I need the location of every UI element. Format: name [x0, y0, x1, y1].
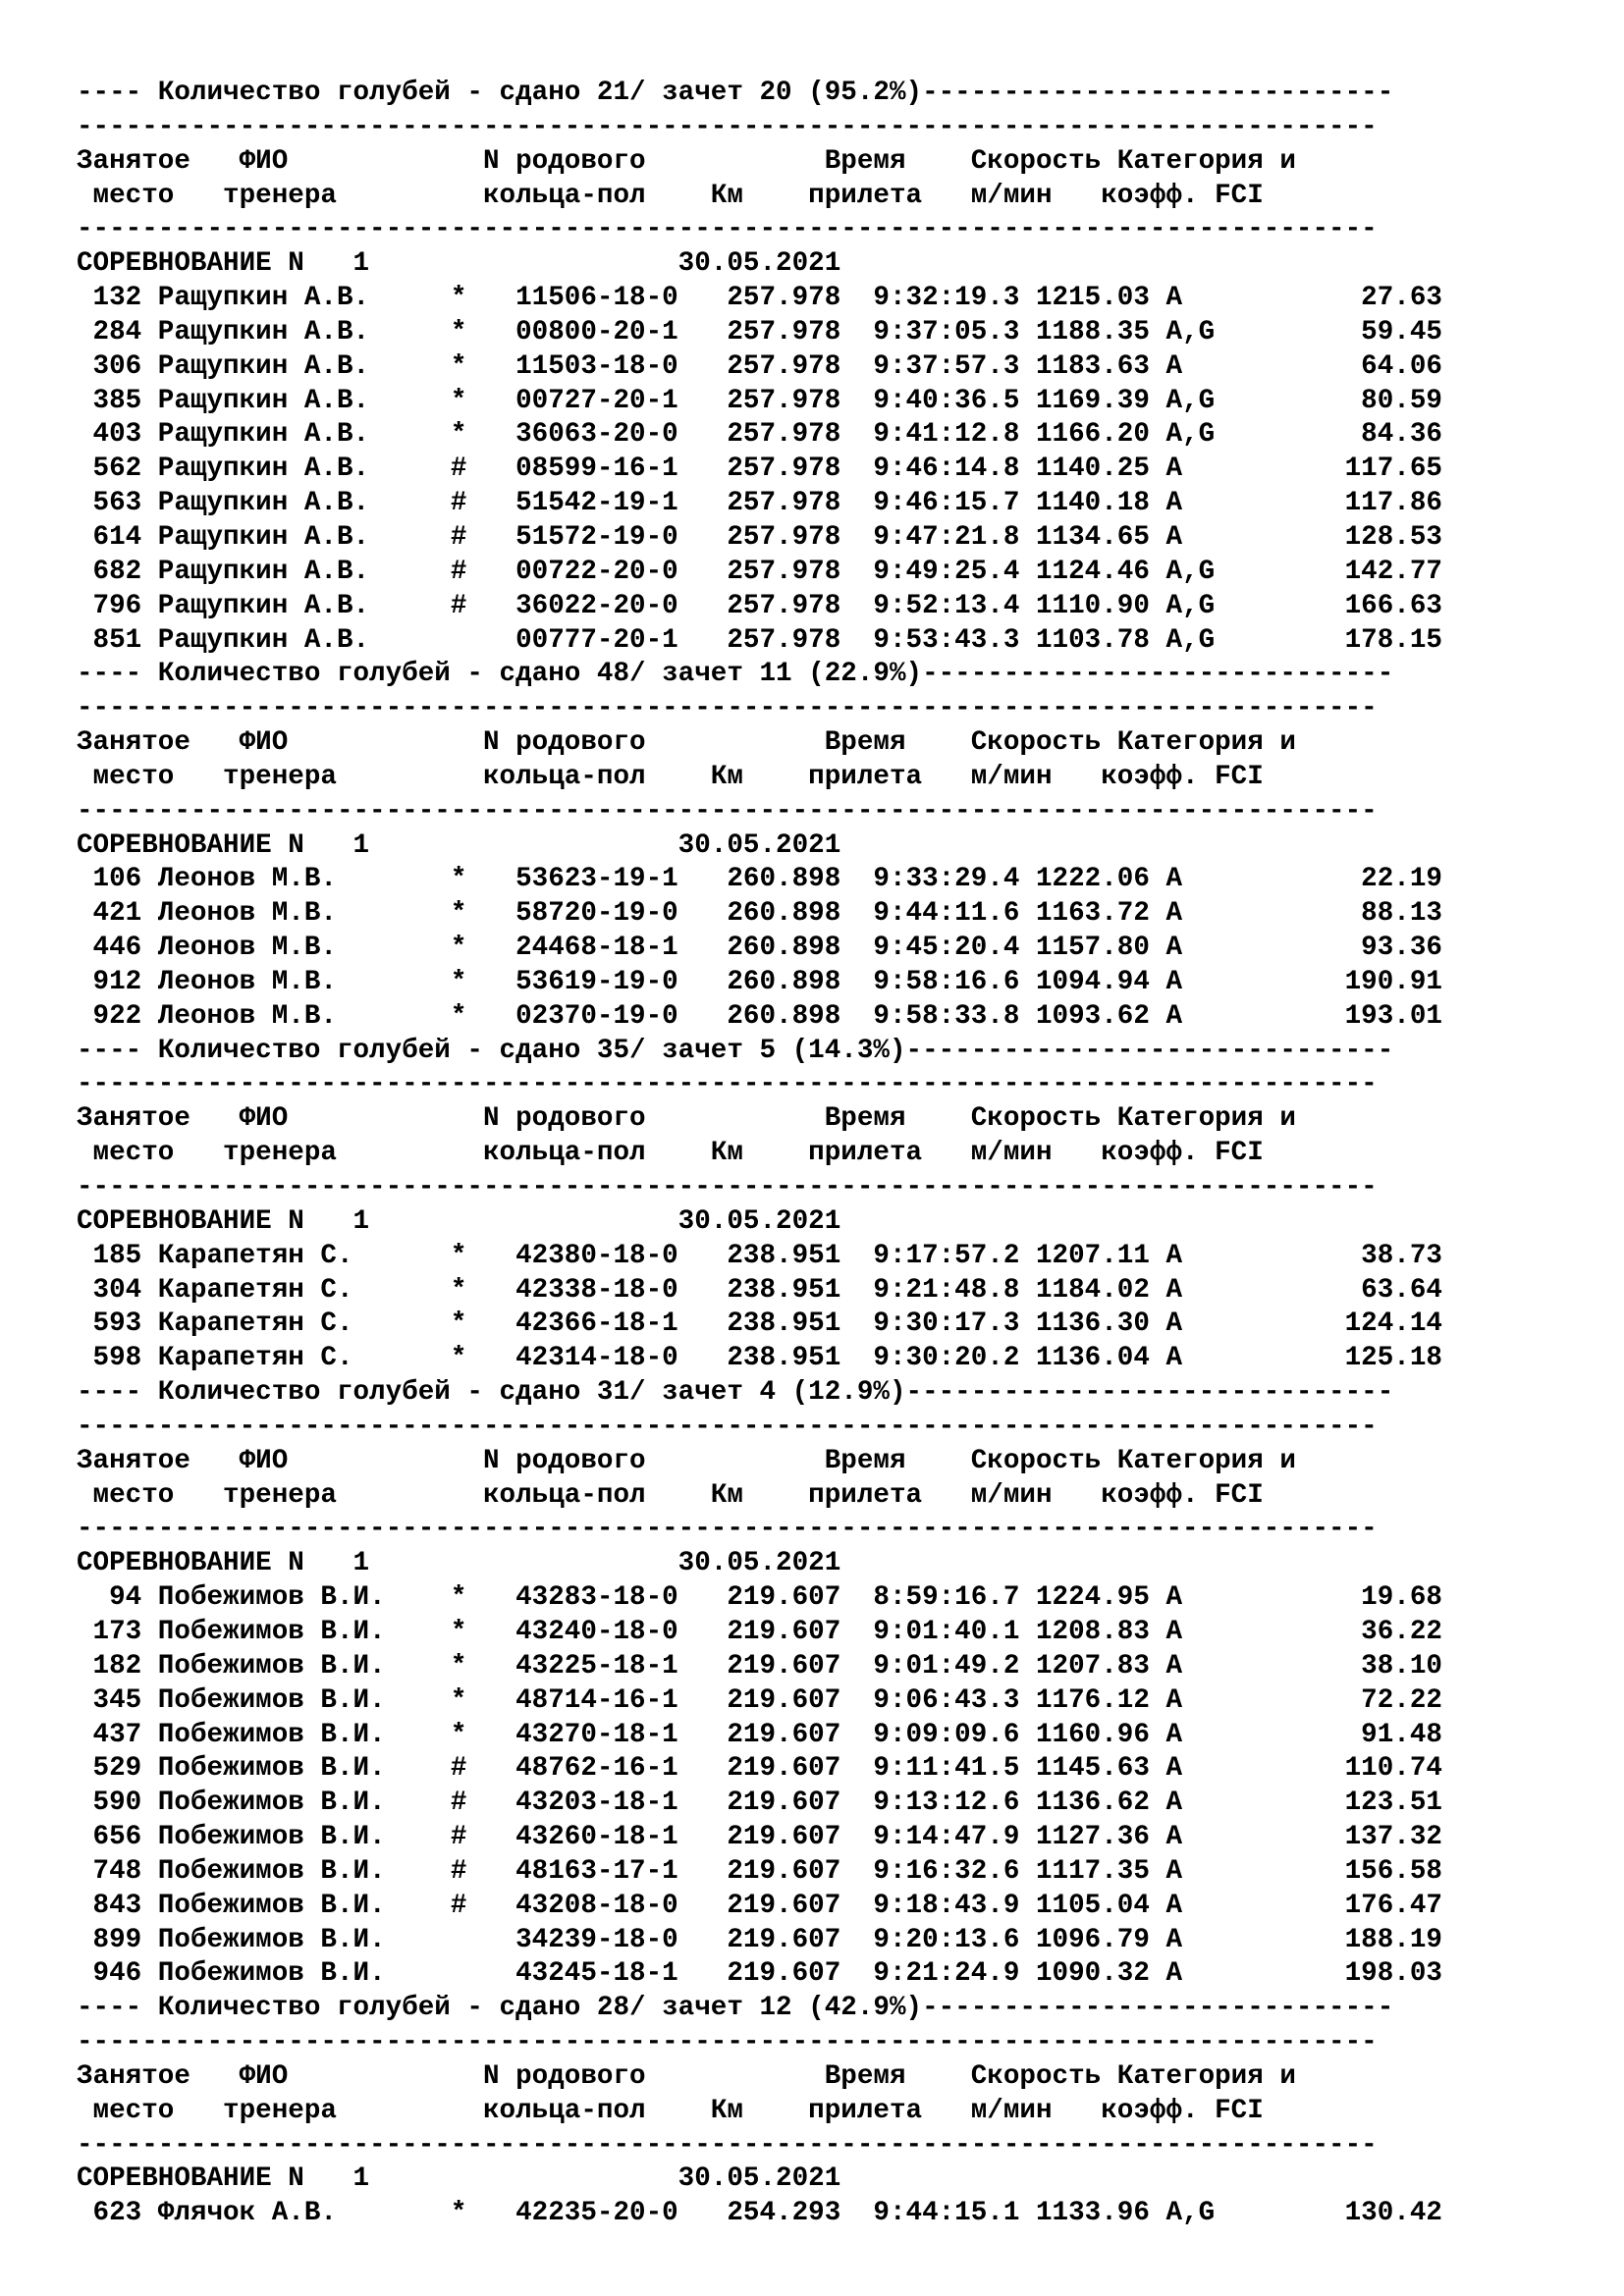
- summary-line: ---- Количество голубей - сдано 31/ зачет 4 (12.9%)------------------------------: [77, 1377, 1394, 1409]
- result-row: 598 Карапетян С. * 42314-18-0 238.951 9:30:20.2 1136.04 A 125.18: [77, 1343, 1442, 1374]
- competition-line: СОРЕВНОВАНИЕ N 1 30.05.2021: [77, 829, 841, 861]
- result-row: 922 Леонов М.В. * 02370-19-0 260.898 9:58:33.8 1093.62 A 193.01: [77, 1000, 1442, 1032]
- rule-line: --------------------------------------------------------------------------------: [77, 1514, 1378, 1545]
- result-row: 437 Побежимов В.И. * 43270-18-1 219.607 9:09:09.6 1160.96 A 91.48: [77, 1719, 1442, 1750]
- result-row: 185 Карапетян С. * 42380-18-0 238.951 9:17:57.2 1207.11 A 38.73: [77, 1240, 1442, 1271]
- result-row: 851 Ращупкин А.В. 00777-20-1 257.978 9:53:43.3 1103.78 A,G 178.15: [77, 624, 1442, 656]
- result-row: 421 Леонов М.В. * 58720-19-0 260.898 9:44:11.6 1163.72 A 88.13: [77, 898, 1442, 930]
- result-row: 843 Побежимов В.И. # 43208-18-0 219.607 9:18:43.9 1105.04 A 176.47: [77, 1890, 1442, 1921]
- result-row: 182 Побежимов В.И. * 43225-18-1 219.607 9:01:49.2 1207.83 A 38.10: [77, 1650, 1442, 1682]
- result-row: 912 Леонов М.В. * 53619-19-0 260.898 9:58:16.6 1094.94 A 190.91: [77, 966, 1442, 997]
- competition-line: СОРЕВНОВАНИЕ N 1 30.05.2021: [77, 248, 841, 280]
- results-document: [77, 77, 1442, 2231]
- column-header-line-2: место тренера кольца-пол Км прилета м/мин коэфф. FCI: [77, 761, 1264, 792]
- column-header-line-2: место тренера кольца-пол Км прилета м/мин коэфф. FCI: [77, 2095, 1264, 2126]
- result-row: 132 Ращупкин А.В. * 11506-18-0 257.978 9:32:19.3 1215.03 A 27.63: [77, 283, 1442, 314]
- result-row: 345 Побежимов В.И. * 48714-16-1 219.607 9:06:43.3 1176.12 A 72.22: [77, 1684, 1442, 1716]
- result-row: 385 Ращупкин А.В. * 00727-20-1 257.978 9:40:36.5 1169.39 A,G 80.59: [77, 385, 1442, 416]
- result-row: 682 Ращупкин А.В. # 00722-20-0 257.978 9:49:25.4 1124.46 A,G 142.77: [77, 556, 1442, 587]
- result-row: 529 Побежимов В.И. # 48762-16-1 219.607 9:11:41.5 1145.63 A 110.74: [77, 1753, 1442, 1785]
- result-row: 946 Побежимов В.И. 43245-18-1 219.607 9:21:24.9 1090.32 A 198.03: [77, 1958, 1442, 1990]
- summary-line: ---- Количество голубей - сдано 35/ зачет 5 (14.3%)------------------------------: [77, 1035, 1394, 1066]
- summary-line: ---- Количество голубей - сдано 21/ зачет 20 (95.2%)-----------------------------: [77, 78, 1394, 108]
- column-header-line-1: Занятое ФИО N родового Время Скорость Категория и: [77, 2060, 1296, 2092]
- result-row: 106 Леонов М.В. * 53623-19-1 260.898 9:33:29.4 1222.06 A 22.19: [77, 864, 1442, 895]
- result-row: 446 Леонов М.В. * 24468-18-1 260.898 9:45:20.4 1157.80 A 93.36: [77, 933, 1442, 964]
- rule-line: --------------------------------------------------------------------------------: [77, 111, 1378, 142]
- result-row: 306 Ращупкин А.В. * 11503-18-0 257.978 9:37:57.3 1183.63 A 64.06: [77, 350, 1442, 382]
- result-row: 590 Побежимов В.И. # 43203-18-1 219.607 9:13:12.6 1136.62 A 123.51: [77, 1788, 1442, 1819]
- result-row: 899 Побежимов В.И. 34239-18-0 219.607 9:20:13.6 1096.79 A 188.19: [77, 1924, 1442, 1955]
- column-header-line-2: место тренера кольца-пол Км прилета м/мин коэфф. FCI: [77, 180, 1264, 211]
- competition-line: СОРЕВНОВАНИЕ N 1 30.05.2021: [77, 1548, 841, 1579]
- rule-line: --------------------------------------------------------------------------------: [77, 2129, 1378, 2161]
- column-header-line-2: место тренера кольца-пол Км прилета м/мин коэфф. FCI: [77, 1479, 1264, 1511]
- result-row: 563 Ращупкин А.В. # 51542-19-1 257.978 9:46:15.7 1140.18 A 117.86: [77, 488, 1442, 519]
- result-row: 623 Флячок А.В. * 42235-20-0 254.293 9:44:15.1 1133.96 A,G 130.42: [77, 2198, 1442, 2229]
- rule-line: --------------------------------------------------------------------------------: [77, 1172, 1378, 1202]
- result-row: 94 Побежимов В.И. * 43283-18-0 219.607 8:59:16.7 1224.95 A 19.68: [77, 1582, 1442, 1614]
- result-row: 656 Побежимов В.И. # 43260-18-1 219.607 9:14:47.9 1127.36 A 137.32: [77, 1822, 1442, 1853]
- rule-line: --------------------------------------------------------------------------------: [77, 214, 1378, 245]
- result-row: 284 Ращупкин А.В. * 00800-20-1 257.978 9:37:05.3 1188.35 A,G 59.45: [77, 316, 1442, 347]
- summary-line: ---- Количество голубей - сдано 48/ зачет 11 (22.9%)-----------------------------: [77, 659, 1394, 690]
- result-row: 748 Побежимов В.И. # 48163-17-1 219.607 9:16:32.6 1117.35 A 156.58: [77, 1855, 1442, 1887]
- result-row: 614 Ращупкин А.В. # 51572-19-0 257.978 9:47:21.8 1134.65 A 128.53: [77, 521, 1442, 553]
- result-row: 796 Ращупкин А.В. # 36022-20-0 257.978 9:52:13.4 1110.90 A,G 166.63: [77, 590, 1442, 621]
- competition-line: СОРЕВНОВАНИЕ N 1 30.05.2021: [77, 2163, 841, 2195]
- result-row: 562 Ращупкин А.В. # 08599-16-1 257.978 9:46:14.8 1140.25 A 117.65: [77, 454, 1442, 485]
- result-row: 173 Побежимов В.И. * 43240-18-0 219.607 9:01:40.1 1208.83 A 36.22: [77, 1616, 1442, 1647]
- column-header-line-1: Занятое ФИО N родового Время Скорость Категория и: [77, 145, 1296, 177]
- column-header-line-1: Занятое ФИО N родового Время Скорость Категория и: [77, 1103, 1296, 1135]
- rule-line: --------------------------------------------------------------------------------: [77, 1069, 1378, 1100]
- column-header-line-1: Занятое ФИО N родового Время Скорость Категория и: [77, 1445, 1296, 1476]
- summary-line: ---- Количество голубей - сдано 28/ зачет 12 (42.9%)-----------------------------: [77, 1993, 1394, 2024]
- result-row: 593 Карапетян С. * 42366-18-1 238.951 9:30:17.3 1136.30 A 124.14: [77, 1308, 1442, 1340]
- result-row: 403 Ращупкин А.В. * 36063-20-0 257.978 9:41:12.8 1166.20 A,G 84.36: [77, 419, 1442, 451]
- result-row: 304 Карапетян С. * 42338-18-0 238.951 9:21:48.8 1184.02 A 63.64: [77, 1274, 1442, 1306]
- column-header-line-1: Занятое ФИО N родового Время Скорость Категория и: [77, 727, 1296, 759]
- competition-line: СОРЕВНОВАНИЕ N 1 30.05.2021: [77, 1205, 841, 1237]
- rule-line: --------------------------------------------------------------------------------: [77, 1411, 1378, 1442]
- rule-line: --------------------------------------------------------------------------------: [77, 795, 1378, 827]
- column-header-line-2: место тренера кольца-пол Км прилета м/мин коэфф. FCI: [77, 1138, 1264, 1169]
- rule-line: --------------------------------------------------------------------------------: [77, 693, 1378, 724]
- rule-line: --------------------------------------------------------------------------------: [77, 2027, 1378, 2058]
